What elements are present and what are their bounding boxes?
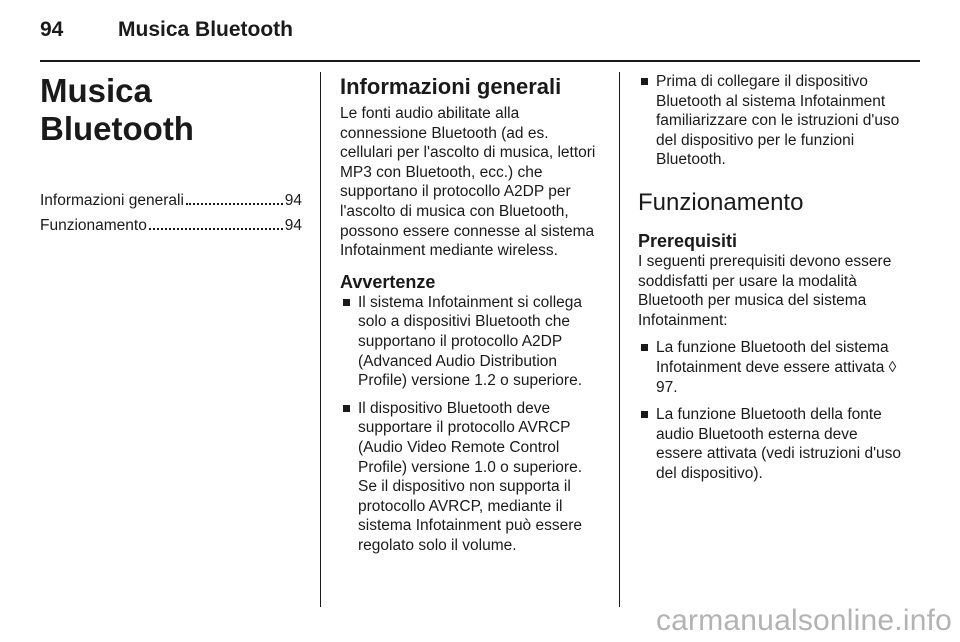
bullet-icon [641,78,648,85]
toc-entry-label: Informazioni generali [40,192,184,209]
toc-entry-page: 94 [284,192,302,209]
bullet-icon [343,299,350,306]
running-title: Musica Bluetooth [118,18,294,41]
toc-entry-page: 94 [284,217,302,234]
general-intro: Le fonti audio abilitate alla connessione Bluetooth (ad es. cellulari per l'ascolto di musica, lettori MP3 con Bluetooth, ecc.) che supportano il protocollo A2DP per l'ascolto di musica con Bluetooth, possono essere connesse al sistema Infotainment mediante wireless. [340,105,596,260]
column-toc [40,72,302,238]
section-title-operation: Funzionamento [638,188,804,216]
column-divider [619,72,620,607]
section-title-general: Informazioni generali [340,74,562,99]
prerequisites-title: Prerequisiti [638,230,738,251]
page-header [40,18,920,58]
list-item: La funzione Bluetooth della fonte audio Bluetooth esterna deve essere attivata (vedi istruzioni d'uso del dispositivo). [638,405,902,483]
notes-list-continued [638,72,902,170]
list-item: Prima di collegare il dispositivo Bluetooth al sistema Infotainment familiarizzare con le istruzioni d'uso del dispositivo per le funzioni Bluetooth. [638,72,902,170]
toc-entry[interactable] [40,213,302,238]
list-item: La funzione Bluetooth del sistema Infotainment deve essere attivata ◊ 97. [638,338,902,397]
bullet-icon [641,411,648,418]
column-divider [320,72,321,607]
toc-entry-label: Funzionamento [40,217,147,234]
list-item: Il dispositivo Bluetooth deve supportare il protocollo AVRCP (Audio Video Remote Control Profile) versione 1.0 o superiore. Se il dispositivo non supporta il protocollo AVRCP, mediante il sistema Infotainment può essere regolato solo il volume. [340,399,602,556]
toc-leader-dots [186,203,283,205]
notes-title: Avvertenze [340,271,436,292]
page-number: 94 [40,18,64,41]
toc-entry[interactable] [40,188,302,213]
header-rule [40,60,920,62]
chapter-title: Musica Bluetooth [40,72,194,147]
prerequisites-intro: I seguenti prerequisiti devono essere soddisfatti per usare la modalità Bluetooth per musica del sistema Infotainment: [638,252,892,329]
toc-leader-dots [149,228,283,230]
footer-watermark: carmanualsonline.info [655,604,952,637]
notes-list [340,293,602,556]
column-general [340,72,602,563]
column-operation [638,72,902,492]
bullet-icon [343,405,350,412]
bullet-icon [641,344,648,351]
prerequisites-list [638,338,902,483]
list-item: Il sistema Infotainment si collega solo a dispositivi Bluetooth che supportano il protocollo A2DP (Advanced Audio Distribution Profile) versione 1.2 o superiore. [340,293,602,391]
table-of-contents [40,188,302,238]
